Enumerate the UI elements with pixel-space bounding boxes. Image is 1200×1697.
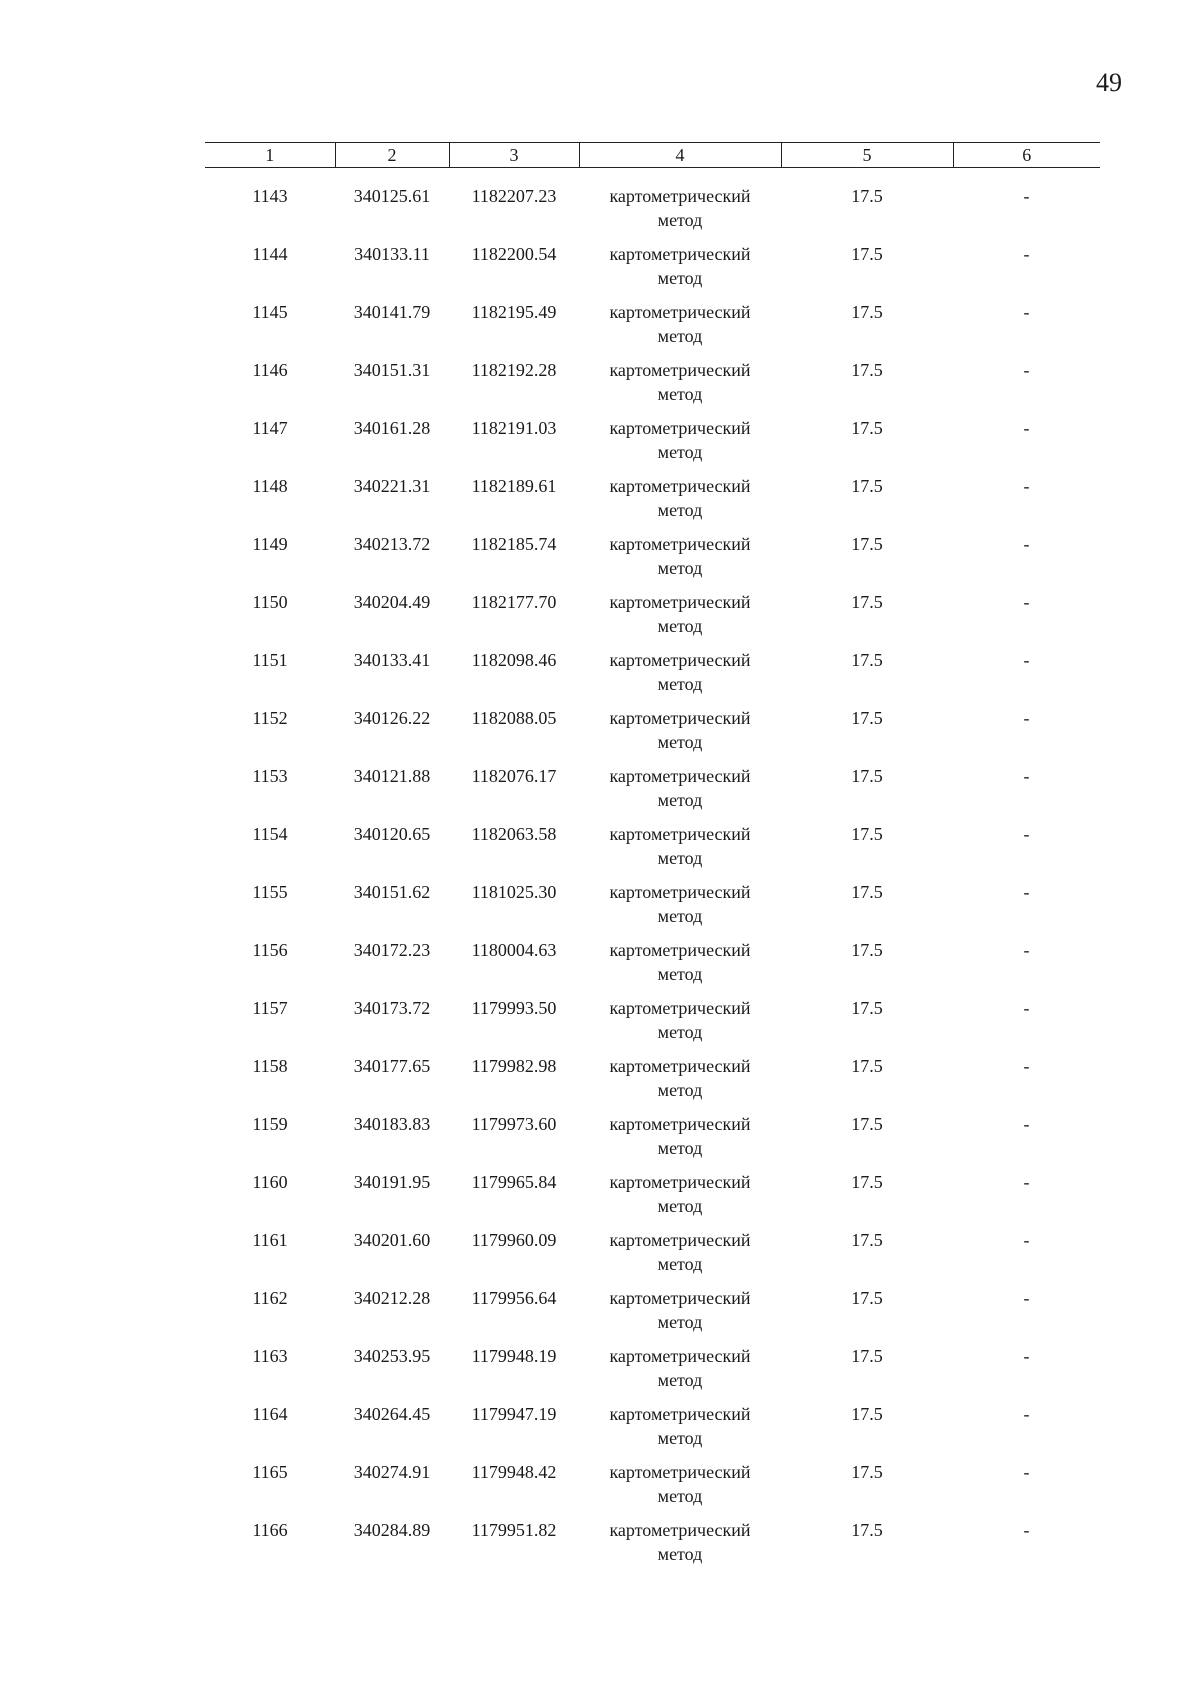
accuracy-cell: 17.5 bbox=[851, 1520, 883, 1540]
method-cell bbox=[579, 648, 781, 706]
point-number-cell: 1160 bbox=[252, 1172, 288, 1192]
point-number-cell: 1149 bbox=[252, 534, 288, 554]
table-row bbox=[205, 358, 1100, 416]
y-coordinate-cell: 1182063.58 bbox=[471, 824, 557, 844]
table-row bbox=[205, 938, 1100, 996]
method-line-2: метод bbox=[657, 558, 703, 578]
method-line-2: метод bbox=[657, 732, 703, 752]
x-coordinate-cell: 340191.95 bbox=[353, 1172, 431, 1192]
point-number-cell: 1147 bbox=[252, 418, 288, 438]
table-row bbox=[205, 416, 1100, 474]
method-line-1: картометрический bbox=[609, 708, 751, 728]
accuracy-cell: 17.5 bbox=[851, 592, 883, 612]
x-coordinate-cell: 340125.61 bbox=[353, 186, 431, 206]
method-line-1: картометрический bbox=[609, 244, 751, 264]
accuracy-cell: 17.5 bbox=[851, 1056, 883, 1076]
method-line-1: картометрический bbox=[609, 302, 751, 322]
description-cell: - bbox=[1023, 476, 1030, 496]
method-line-1: картометрический bbox=[609, 1520, 751, 1540]
method-line-2: метод bbox=[657, 964, 703, 984]
accuracy-cell: 17.5 bbox=[851, 708, 883, 728]
header-col-5: 5 bbox=[781, 143, 953, 168]
accuracy-cell: 17.5 bbox=[851, 940, 883, 960]
point-number-cell: 1155 bbox=[252, 882, 288, 902]
x-coordinate-cell: 340264.45 bbox=[353, 1404, 431, 1424]
description-cell: - bbox=[1023, 1520, 1030, 1540]
method-cell bbox=[579, 938, 781, 996]
accuracy-cell: 17.5 bbox=[851, 1404, 883, 1424]
point-number-cell: 1143 bbox=[252, 186, 288, 206]
table-row bbox=[205, 648, 1100, 706]
point-number-cell: 1156 bbox=[252, 940, 288, 960]
method-cell bbox=[579, 532, 781, 590]
method-cell bbox=[579, 1518, 781, 1576]
method-line-2: метод bbox=[657, 500, 703, 520]
y-coordinate-cell: 1179960.09 bbox=[471, 1230, 557, 1250]
method-line-2: метод bbox=[657, 1312, 703, 1332]
coordinates-table-container bbox=[205, 142, 1100, 1576]
description-cell: - bbox=[1023, 186, 1030, 206]
point-number-cell: 1153 bbox=[252, 766, 288, 786]
header-col-6: 6 bbox=[953, 143, 1100, 168]
table-row bbox=[205, 1286, 1100, 1344]
method-cell bbox=[579, 300, 781, 358]
method-cell bbox=[579, 474, 781, 532]
y-coordinate-cell: 1179956.64 bbox=[471, 1288, 557, 1308]
accuracy-cell: 17.5 bbox=[851, 998, 883, 1018]
accuracy-cell: 17.5 bbox=[851, 302, 883, 322]
method-cell bbox=[579, 1286, 781, 1344]
method-line-1: картометрический bbox=[609, 650, 751, 670]
point-number-cell: 1166 bbox=[252, 1520, 288, 1540]
method-line-2: метод bbox=[657, 442, 703, 462]
table-row bbox=[205, 532, 1100, 590]
x-coordinate-cell: 340120.65 bbox=[353, 824, 431, 844]
method-cell bbox=[579, 1170, 781, 1228]
accuracy-cell: 17.5 bbox=[851, 534, 883, 554]
description-cell: - bbox=[1023, 592, 1030, 612]
accuracy-cell: 17.5 bbox=[851, 244, 883, 264]
method-line-2: метод bbox=[657, 1080, 703, 1100]
x-coordinate-cell: 340172.23 bbox=[353, 940, 431, 960]
method-line-1: картометрический bbox=[609, 1404, 751, 1424]
x-coordinate-cell: 340201.60 bbox=[353, 1230, 431, 1250]
accuracy-cell: 17.5 bbox=[851, 766, 883, 786]
header-col-4: 4 bbox=[579, 143, 781, 168]
method-line-1: картометрический bbox=[609, 824, 751, 844]
method-line-1: картометрический bbox=[609, 1462, 751, 1482]
method-cell bbox=[579, 416, 781, 474]
y-coordinate-cell: 1179948.19 bbox=[471, 1346, 557, 1366]
description-cell: - bbox=[1023, 1462, 1030, 1482]
y-coordinate-cell: 1179948.42 bbox=[471, 1462, 557, 1482]
method-cell bbox=[579, 590, 781, 648]
x-coordinate-cell: 340253.95 bbox=[353, 1346, 431, 1366]
method-line-1: картометрический bbox=[609, 1056, 751, 1076]
point-number-cell: 1144 bbox=[252, 244, 288, 264]
description-cell: - bbox=[1023, 766, 1030, 786]
table-body bbox=[205, 168, 1100, 1577]
description-cell: - bbox=[1023, 1230, 1030, 1250]
method-line-2: метод bbox=[657, 1196, 703, 1216]
table-row bbox=[205, 996, 1100, 1054]
method-line-1: картометрический bbox=[609, 1288, 751, 1308]
y-coordinate-cell: 1182192.28 bbox=[471, 360, 557, 380]
method-cell bbox=[579, 1402, 781, 1460]
description-cell: - bbox=[1023, 940, 1030, 960]
method-line-2: метод bbox=[657, 1544, 703, 1564]
header-row bbox=[205, 143, 1100, 168]
description-cell: - bbox=[1023, 1288, 1030, 1308]
method-line-2: метод bbox=[657, 268, 703, 288]
table-row bbox=[205, 1228, 1100, 1286]
y-coordinate-cell: 1182185.74 bbox=[471, 534, 557, 554]
accuracy-cell: 17.5 bbox=[851, 1288, 883, 1308]
y-coordinate-cell: 1179982.98 bbox=[471, 1056, 557, 1076]
method-line-1: картометрический bbox=[609, 534, 751, 554]
table-row bbox=[205, 1518, 1100, 1576]
point-number-cell: 1146 bbox=[252, 360, 288, 380]
table-row bbox=[205, 822, 1100, 880]
x-coordinate-cell: 340151.31 bbox=[353, 360, 431, 380]
method-line-1: картометрический bbox=[609, 766, 751, 786]
x-coordinate-cell: 340274.91 bbox=[353, 1462, 431, 1482]
point-number-cell: 1158 bbox=[252, 1056, 288, 1076]
method-line-1: картометрический bbox=[609, 1230, 751, 1250]
point-number-cell: 1148 bbox=[252, 476, 288, 496]
x-coordinate-cell: 340141.79 bbox=[353, 302, 431, 322]
point-number-cell: 1150 bbox=[252, 592, 288, 612]
y-coordinate-cell: 1182195.49 bbox=[471, 302, 557, 322]
y-coordinate-cell: 1179965.84 bbox=[471, 1172, 557, 1192]
x-coordinate-cell: 340212.28 bbox=[353, 1288, 431, 1308]
table-row bbox=[205, 1112, 1100, 1170]
method-cell bbox=[579, 706, 781, 764]
description-cell: - bbox=[1023, 1346, 1030, 1366]
table-row bbox=[205, 880, 1100, 938]
x-coordinate-cell: 340204.49 bbox=[353, 592, 431, 612]
y-coordinate-cell: 1182177.70 bbox=[471, 592, 557, 612]
description-cell: - bbox=[1023, 244, 1030, 264]
method-cell bbox=[579, 168, 781, 243]
table-header bbox=[205, 143, 1100, 168]
description-cell: - bbox=[1023, 650, 1030, 670]
description-cell: - bbox=[1023, 1056, 1030, 1076]
y-coordinate-cell: 1182207.23 bbox=[471, 186, 557, 206]
method-cell bbox=[579, 764, 781, 822]
method-cell bbox=[579, 1054, 781, 1112]
description-cell: - bbox=[1023, 360, 1030, 380]
table-row bbox=[205, 1054, 1100, 1112]
method-line-1: картометрический bbox=[609, 1346, 751, 1366]
header-col-3: 3 bbox=[449, 143, 579, 168]
method-line-1: картометрический bbox=[609, 998, 751, 1018]
method-line-2: метод bbox=[657, 326, 703, 346]
method-line-1: картометрический bbox=[609, 418, 751, 438]
description-cell: - bbox=[1023, 1114, 1030, 1134]
method-line-2: метод bbox=[657, 674, 703, 694]
method-line-2: метод bbox=[657, 384, 703, 404]
method-line-2: метод bbox=[657, 1254, 703, 1274]
accuracy-cell: 17.5 bbox=[851, 1462, 883, 1482]
coordinates-table bbox=[205, 142, 1100, 1576]
point-number-cell: 1162 bbox=[252, 1288, 288, 1308]
x-coordinate-cell: 340161.28 bbox=[353, 418, 431, 438]
method-line-1: картометрический bbox=[609, 1114, 751, 1134]
table-row bbox=[205, 168, 1100, 243]
point-number-cell: 1152 bbox=[252, 708, 288, 728]
method-cell bbox=[579, 880, 781, 938]
method-line-1: картометрический bbox=[609, 476, 751, 496]
method-line-2: метод bbox=[657, 848, 703, 868]
point-number-cell: 1157 bbox=[252, 998, 288, 1018]
y-coordinate-cell: 1182191.03 bbox=[471, 418, 557, 438]
method-line-1: картометрический bbox=[609, 940, 751, 960]
table-row bbox=[205, 1344, 1100, 1402]
x-coordinate-cell: 340173.72 bbox=[353, 998, 431, 1018]
table-row bbox=[205, 764, 1100, 822]
point-number-cell: 1159 bbox=[252, 1114, 288, 1134]
method-line-2: метод bbox=[657, 616, 703, 636]
accuracy-cell: 17.5 bbox=[851, 476, 883, 496]
method-line-1: картометрический bbox=[609, 882, 751, 902]
accuracy-cell: 17.5 bbox=[851, 1172, 883, 1192]
method-line-1: картометрический bbox=[609, 360, 751, 380]
method-line-2: метод bbox=[657, 906, 703, 926]
accuracy-cell: 17.5 bbox=[851, 650, 883, 670]
x-coordinate-cell: 340183.83 bbox=[353, 1114, 431, 1134]
y-coordinate-cell: 1179947.19 bbox=[471, 1404, 557, 1424]
description-cell: - bbox=[1023, 418, 1030, 438]
x-coordinate-cell: 340126.22 bbox=[353, 708, 431, 728]
y-coordinate-cell: 1179951.82 bbox=[471, 1520, 557, 1540]
description-cell: - bbox=[1023, 998, 1030, 1018]
x-coordinate-cell: 340213.72 bbox=[353, 534, 431, 554]
method-line-2: метод bbox=[657, 1370, 703, 1390]
description-cell: - bbox=[1023, 882, 1030, 902]
description-cell: - bbox=[1023, 708, 1030, 728]
method-cell bbox=[579, 1228, 781, 1286]
page-number: 49 bbox=[1096, 68, 1122, 97]
header-col-2: 2 bbox=[335, 143, 449, 168]
method-cell bbox=[579, 1460, 781, 1518]
x-coordinate-cell: 340221.31 bbox=[353, 476, 431, 496]
y-coordinate-cell: 1182076.17 bbox=[471, 766, 557, 786]
method-cell bbox=[579, 822, 781, 880]
method-line-2: метод bbox=[657, 1022, 703, 1042]
y-coordinate-cell: 1182088.05 bbox=[471, 708, 557, 728]
method-line-1: картометрический bbox=[609, 186, 751, 206]
method-line-2: метод bbox=[657, 790, 703, 810]
method-cell bbox=[579, 1112, 781, 1170]
accuracy-cell: 17.5 bbox=[851, 418, 883, 438]
method-cell bbox=[579, 1344, 781, 1402]
x-coordinate-cell: 340284.89 bbox=[353, 1520, 431, 1540]
method-cell bbox=[579, 358, 781, 416]
y-coordinate-cell: 1179993.50 bbox=[471, 998, 557, 1018]
description-cell: - bbox=[1023, 1172, 1030, 1192]
method-line-1: картометрический bbox=[609, 592, 751, 612]
point-number-cell: 1145 bbox=[252, 302, 288, 322]
table-row bbox=[205, 1460, 1100, 1518]
description-cell: - bbox=[1023, 534, 1030, 554]
description-cell: - bbox=[1023, 302, 1030, 322]
y-coordinate-cell: 1182200.54 bbox=[471, 244, 557, 264]
y-coordinate-cell: 1182098.46 bbox=[471, 650, 557, 670]
accuracy-cell: 17.5 bbox=[851, 1346, 883, 1366]
point-number-cell: 1164 bbox=[252, 1404, 288, 1424]
point-number-cell: 1161 bbox=[252, 1230, 288, 1250]
accuracy-cell: 17.5 bbox=[851, 1230, 883, 1250]
point-number-cell: 1163 bbox=[252, 1346, 288, 1366]
accuracy-cell: 17.5 bbox=[851, 360, 883, 380]
accuracy-cell: 17.5 bbox=[851, 1114, 883, 1134]
method-line-2: метод bbox=[657, 1428, 703, 1448]
y-coordinate-cell: 1179973.60 bbox=[471, 1114, 557, 1134]
point-number-cell: 1151 bbox=[252, 650, 288, 670]
y-coordinate-cell: 1180004.63 bbox=[471, 940, 557, 960]
table-row bbox=[205, 474, 1100, 532]
x-coordinate-cell: 340151.62 bbox=[353, 882, 431, 902]
description-cell: - bbox=[1023, 824, 1030, 844]
accuracy-cell: 17.5 bbox=[851, 882, 883, 902]
x-coordinate-cell: 340133.11 bbox=[354, 244, 430, 264]
point-number-cell: 1165 bbox=[252, 1462, 288, 1482]
x-coordinate-cell: 340177.65 bbox=[353, 1056, 431, 1076]
point-number-cell: 1154 bbox=[252, 824, 288, 844]
accuracy-cell: 17.5 bbox=[851, 186, 883, 206]
table-row bbox=[205, 706, 1100, 764]
accuracy-cell: 17.5 bbox=[851, 824, 883, 844]
method-line-1: картометрический bbox=[609, 1172, 751, 1192]
header-col-1: 1 bbox=[205, 143, 335, 168]
y-coordinate-cell: 1181025.30 bbox=[471, 882, 557, 902]
x-coordinate-cell: 340133.41 bbox=[353, 650, 431, 670]
table-row bbox=[205, 1402, 1100, 1460]
method-cell bbox=[579, 242, 781, 300]
method-line-2: метод bbox=[657, 210, 703, 230]
table-row bbox=[205, 242, 1100, 300]
table-row bbox=[205, 590, 1100, 648]
table-row bbox=[205, 300, 1100, 358]
description-cell: - bbox=[1023, 1404, 1030, 1424]
x-coordinate-cell: 340121.88 bbox=[353, 766, 431, 786]
method-cell bbox=[579, 996, 781, 1054]
method-line-2: метод bbox=[657, 1486, 703, 1506]
table-row bbox=[205, 1170, 1100, 1228]
y-coordinate-cell: 1182189.61 bbox=[471, 476, 557, 496]
method-line-2: метод bbox=[657, 1138, 703, 1158]
